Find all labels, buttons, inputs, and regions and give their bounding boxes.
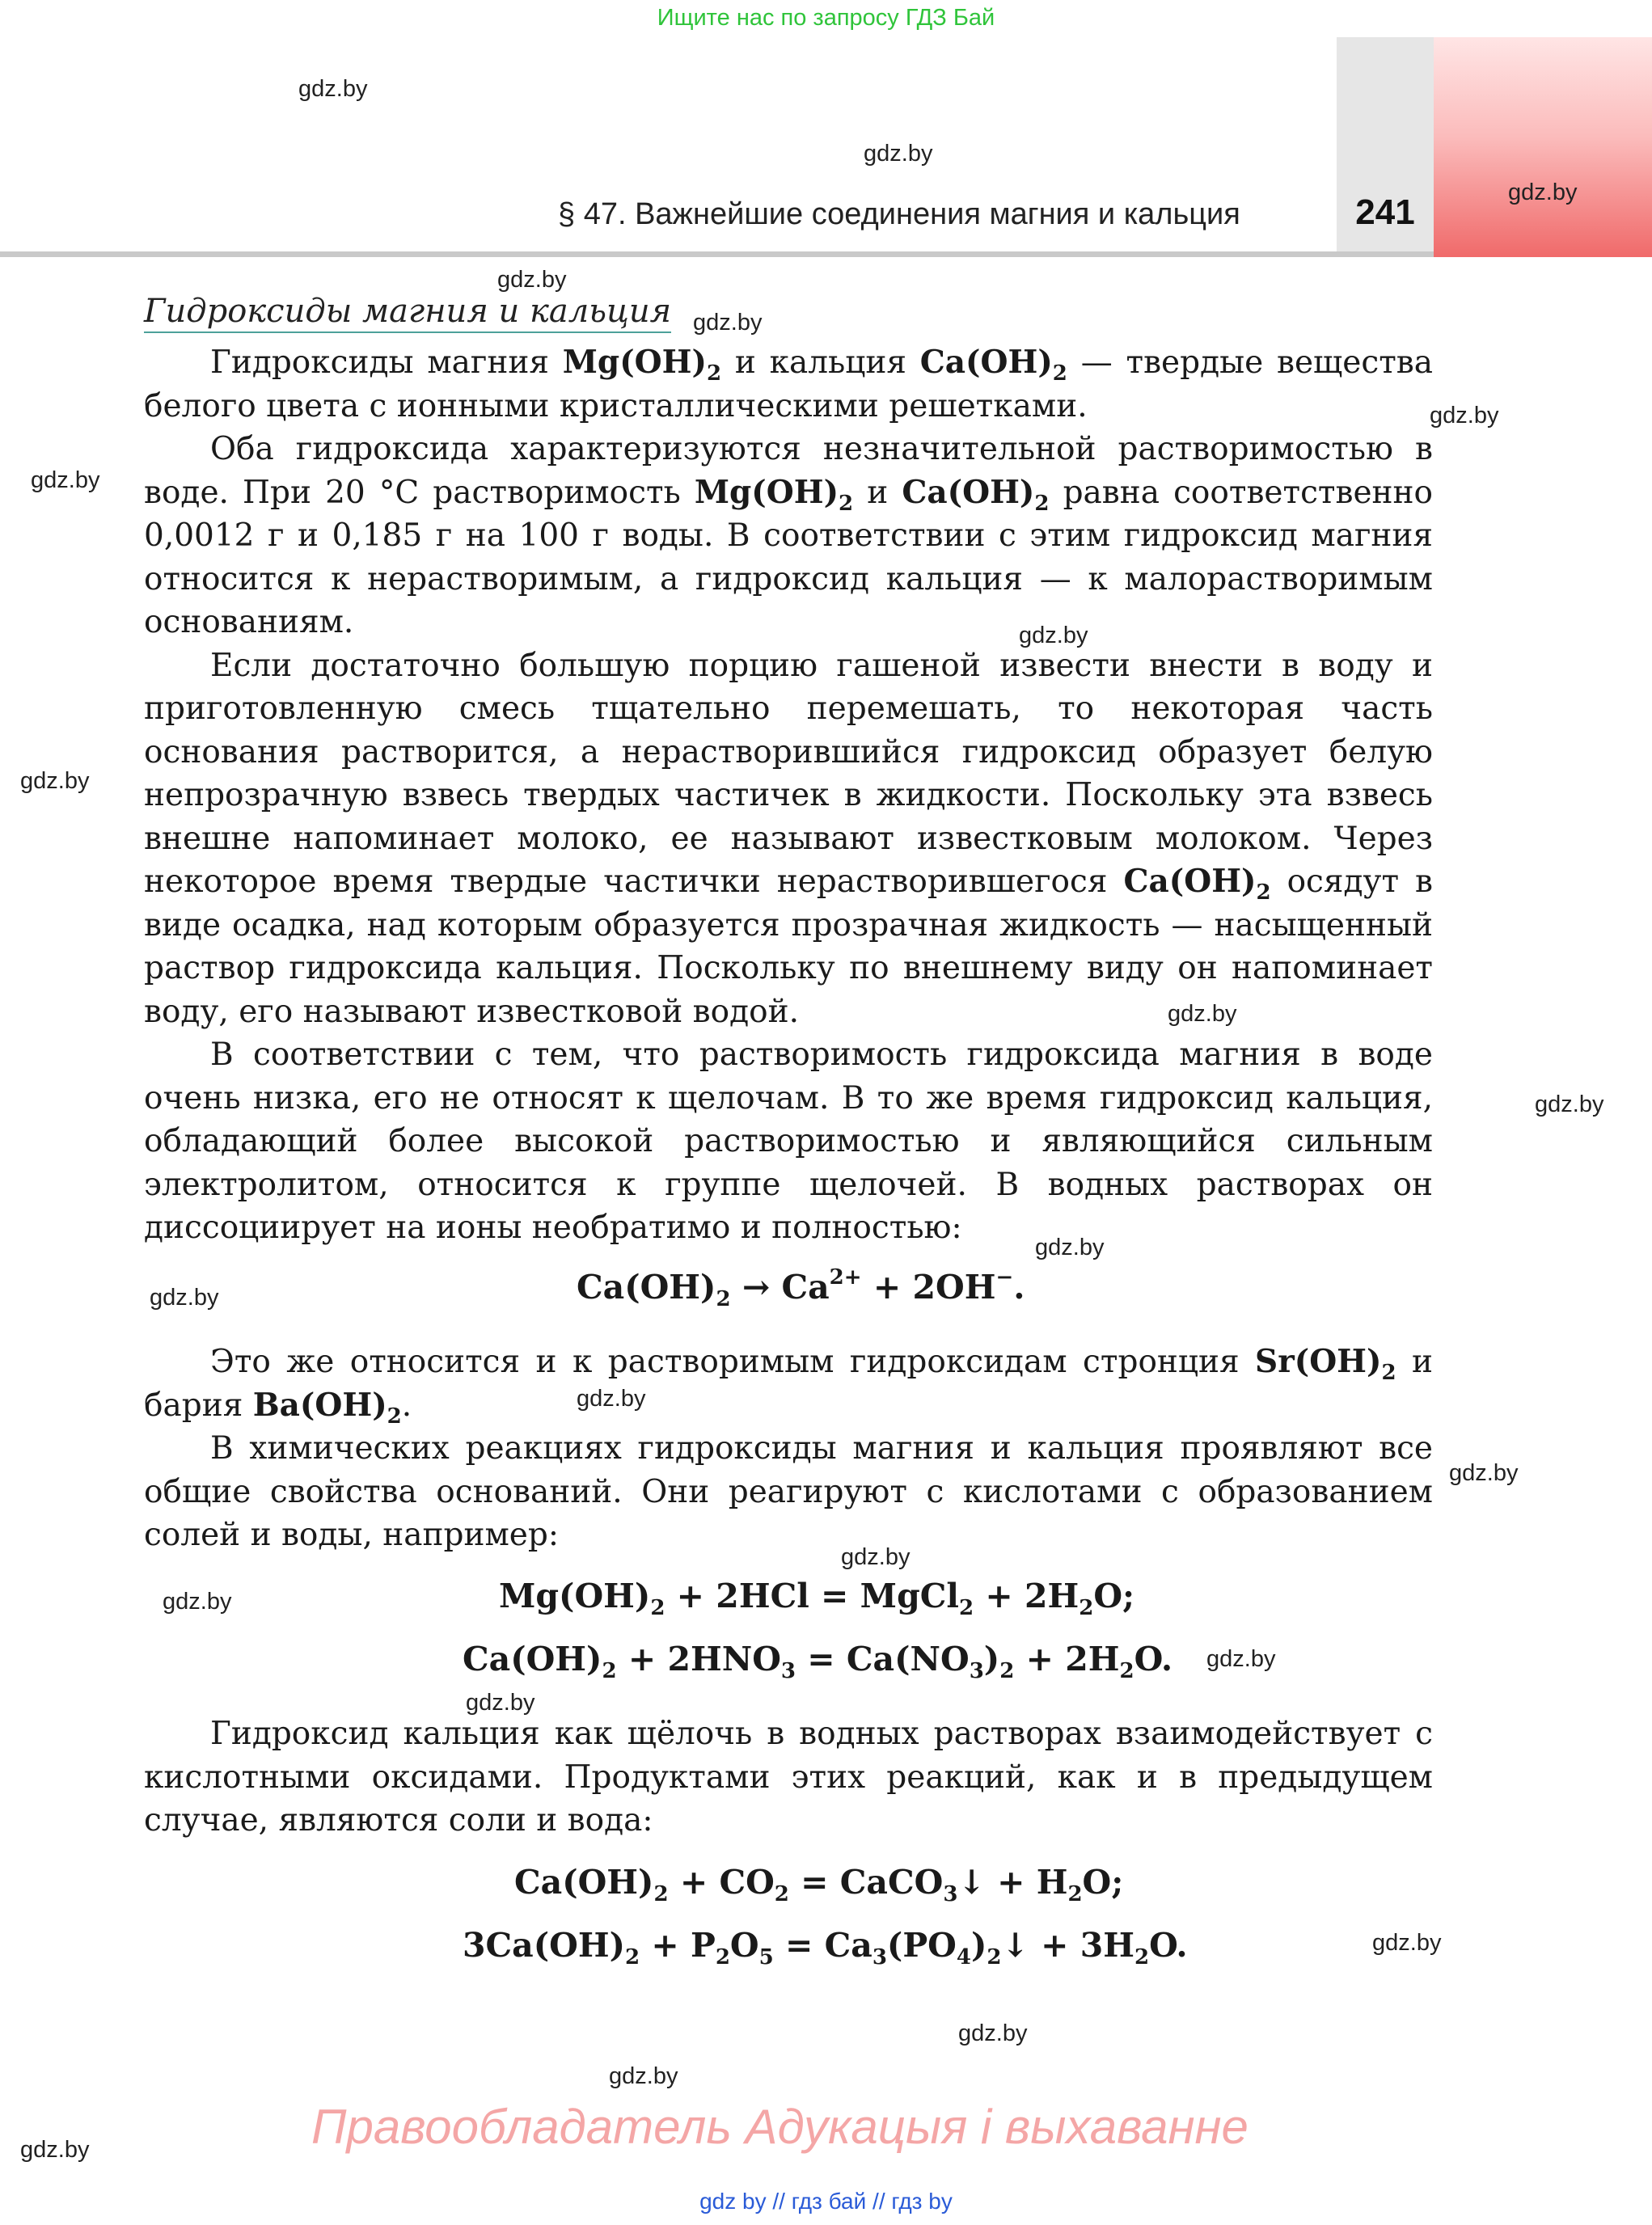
watermark: gdz.by [1206,1646,1276,1672]
footer-separator: // [872,2189,885,2214]
watermark: gdz.by [1508,179,1578,205]
section-title: Гидроксиды магния и кальция [144,291,671,333]
watermark: gdz.by [1449,1460,1519,1486]
watermark: gdz.by [1019,623,1088,648]
watermark: gdz.by [841,1544,911,1570]
watermark: gdz.by [150,1285,219,1311]
watermark: gdz.by [31,467,100,493]
header-rule [0,251,1434,257]
watermark: gdz.by [1035,1235,1105,1260]
running-head-title: § 47. Важнейшие соединения магния и кальция [558,197,1240,231]
header-accent [1434,37,1652,257]
watermark: gdz.by [864,141,933,167]
top-banner[interactable]: Ищите нас по запросу ГДЗ Бай [657,5,995,31]
paragraph-3: Если достаточно большую порцию гашеной извести внести в воду и приготовленную смесь тщательно перемешать, то некоторая часть основания растворится, а нерастворившийся гидроксид образует белую непрозрачную взвесь твердых частичек в жидкости. Поскольку эта взвесь внешне напоминает молоко, ее называют известковым молоком. Через некоторое время твердые частички нерастворившегося $Ca(OH)_2$ осядут в виде осадка, над которым образуется прозрачная жидкость — насыщенный раствор гидроксида кальция. Поскольку по внешнему виду он напоминает воду, его называют известковой водой. [144,647,1433,1030]
copyright-notice: Правообладатель Адукацыя і выхаванне [311,2100,1249,2154]
footer-link-gdz-by-cyr[interactable]: гдз by [891,2189,953,2214]
watermark: gdz.by [298,76,368,102]
watermark: gdz.by [497,267,567,293]
watermark: gdz.by [577,1386,646,1412]
footer-links [0,2189,1652,2214]
watermark: gdz.by [20,768,90,794]
footer-separator: // [772,2189,785,2214]
footer-link-gdz-bai[interactable]: гдз бай [791,2189,867,2214]
paragraph-1: Гидроксиды магния $Mg(OH)_2$ и кальция $Ca(OH)_2$ — твердые вещества белого цвета с ионными кристаллическими решетками. [144,344,1434,424]
text-block-3 [144,1712,1433,1843]
watermark: gdz.by [1430,403,1499,429]
paragraph-4: В соответствии с тем, что растворимость гидроксида магния в воде очень низка, его не относят к щелочам. В то же время гидроксид кальция, обладающий более высокой растворимостью и являющийся сильным электролитом, относится к группе щелочей. В водных растворах он диссоциирует на ионы необратимо и полностью: [144,1037,1433,1246]
text-block-2 [144,1340,1433,1557]
watermark: gdz.by [20,2137,90,2163]
paragraph-7: Гидроксид кальция как щёлочь в водных растворах взаимодействует с кислотными оксидами. Продуктами этих реакций, как и в предыдущем случае, являются соли и вода: [144,1716,1433,1839]
watermark: gdz.by [958,2020,1028,2046]
watermark: gdz.by [609,2063,678,2089]
paragraph-2: Оба гидроксида характеризуются незначительной растворимостью в воде. При 20 °С растворимость $Mg(OH)_2$ и $Ca(OH)_2$ равна соответственно 0,0012 г и 0,185 г на 100 г воды. В соответствии с этим гидроксид магния относится к нерастворимым, а гидроксид кальция — к малорастворимым основаниям. [144,431,1433,640]
watermark: gdz.by [163,1589,232,1615]
paragraph-5: Это же относится и к растворимым гидроксидам стронция $Sr(OH)_2$ и бария $Ba(OH)_2$. [144,1343,1434,1429]
footer-link-gdz-by[interactable]: gdz by [699,2189,767,2214]
watermark: gdz.by [1168,1001,1237,1027]
watermark: gdz.by [1535,1091,1604,1117]
paragraph-6: В химических реакциях гидроксиды магния и кальция проявляют все общие свойства оснований. Они реагируют с кислотами с образованием солей и воды, например: [144,1430,1433,1553]
text-block-1 [144,341,1433,1250]
watermark: gdz.by [693,310,763,336]
watermark: gdz.by [466,1690,535,1716]
page-number: 241 [1355,192,1415,232]
watermark: gdz.by [1372,1930,1442,1956]
